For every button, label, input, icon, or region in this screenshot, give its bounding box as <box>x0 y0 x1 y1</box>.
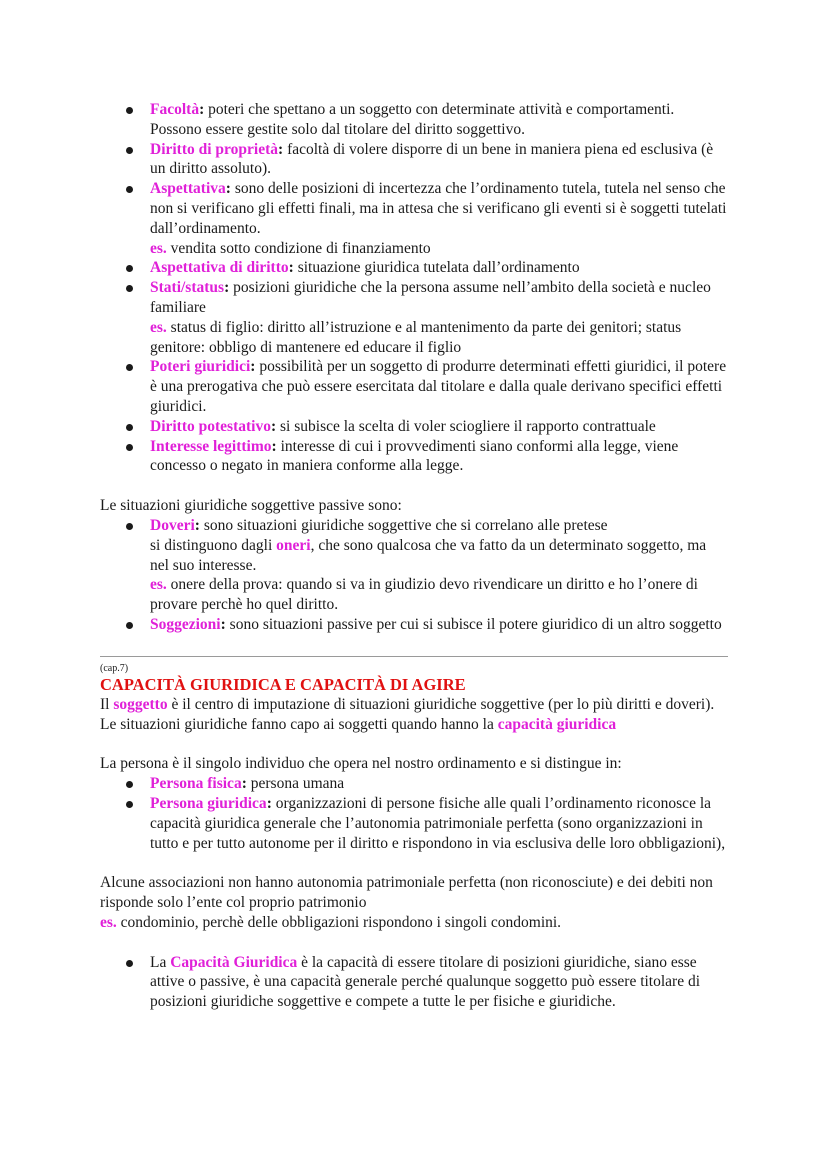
document-page <box>100 100 728 1012</box>
definition: organizzazioni di persone fisiche alle quali l’ordinamento riconosce la capacità giuridica generale che l’autonomia patrimoniale perfetta (sono organizzazioni in tutto e per tutto autonome per il diritto e rispondono in via esclusiva delle loro obbligazioni), <box>150 794 726 852</box>
term-oneri: oneri <box>276 536 311 554</box>
term: Poteri giuridici <box>150 358 251 376</box>
list-item-poteri-giuridici: Poteri giuridici: possibilità per un soggetto di produrre determinati effetti giuridici, il potere è una prerogativa che può essere esercitata dal titolare e dalla quale derivano specifici effetti giuridici. <box>100 357 728 416</box>
term: Persona giuridica <box>150 794 267 812</box>
list-item-aspettativa: Aspettativa: sono delle posizioni di incertezza che l’ordinamento tutela, tutela nel senso che non si verificano gli effetti finali, ma in attesa che si verificano gli eventi si è soggetti tutelati dall’ordinamento. es. vendita sotto condizione di finanziamento <box>100 179 728 258</box>
term: Aspettativa di diritto <box>150 259 289 277</box>
definition: situazione giuridica tutelata dall’ordinamento <box>293 259 580 277</box>
list-item-stati-status: Stati/status: posizioni giuridiche che la persona assume nell’ambito della società e nucleo familiare es. status di figlio: diritto all’istruzione e al mantenimento da parte dei genitori; status genitore: obbligo di mantenere ed educare il figlio <box>100 278 728 357</box>
passive-intro: Le situazioni giuridiche soggettive passive sono: <box>100 497 402 515</box>
example-label: es. <box>150 239 167 257</box>
associazioni-paragraph: Alcune associazioni non hanno autonomia patrimoniale perfetta (non riconosciute) e dei debiti non risponde solo l’ente col proprio patrimonio <box>100 874 713 912</box>
term: Facoltà <box>150 101 200 118</box>
example-text: vendita sotto condizione di finanziamento <box>166 239 431 257</box>
list-item-persona-giuridica: Persona giuridica: organizzazioni di persone fisiche alle quali l’ordinamento riconosce la capacità giuridica generale che l’autonomia patrimoniale perfetta (sono organizzazioni in tutto e per tutto autonome per il diritto e rispondono in via esclusiva delle loro obbligazioni), <box>100 794 728 853</box>
list-item-soggezioni: Soggezioni: sono situazioni passive per cui si subisce il potere giuridico di un altro soggetto <box>100 615 728 635</box>
term: Soggezioni <box>150 615 221 633</box>
list-item-diritto-proprieta: Diritto di proprietà: facoltà di volere disporre di un bene in maniera piena ed esclusiva (è un diritto assoluto). <box>100 140 728 180</box>
example-text: condominio, perchè delle obbligazioni rispondono i singoli condomini. <box>116 913 562 931</box>
term: Persona fisica <box>150 775 242 793</box>
definition: facoltà di volere disporre di un bene in maniera piena ed esclusiva (è un diritto assoluto). <box>150 140 714 178</box>
term: Aspettativa <box>150 180 226 198</box>
list-item-facolta: Facoltà: poteri che spettano a un soggetto con determinate attività e comportamenti. Possono essere gestite solo dal titolare del diritto soggettivo. <box>100 100 728 140</box>
chapter-label: (cap.7) <box>100 662 129 674</box>
persona-list <box>100 774 728 853</box>
definition: sono situazioni passive per cui si subisce il potere giuridico di un altro soggetto <box>225 615 722 633</box>
example-line <box>150 575 728 615</box>
definition: sono delle posizioni di incertezza che l’ordinamento tutela, tutela nel senso che non si verificano gli effetti finali, ma in attesa che si verificano gli eventi si è soggetti tutelati dall’ordinamento. <box>150 180 727 237</box>
passive-situations-list <box>100 516 728 635</box>
term-capacita-giuridica: Capacità Giuridica <box>170 953 298 971</box>
term-soggetto: soggetto <box>113 695 168 713</box>
example-label: es. <box>150 318 167 336</box>
continuation-line: si distinguono dagli oneri, che sono qualcosa che va fatto da un determinato soggetto, ma nel suo interesse. <box>150 536 707 574</box>
term: Diritto potestativo <box>150 417 271 435</box>
example-text: status di figlio: diritto all’istruzione e al mantenimento da parte dei genitori; status genitore: obbligo di mantenere ed educare il figlio <box>150 318 682 356</box>
section-divider <box>100 656 728 657</box>
example-line <box>150 239 728 259</box>
list-item-doveri: Doveri: sono situazioni giuridiche soggettive che si correlano alle pretese si distinguono dagli oneri, che sono qualcosa che va fatto da un determinato soggetto, ma nel suo interesse. es. onere della prova: quando si va in giudizio devo rivendicare un diritto e ho l’onere di provare perchè ho quel diritto. <box>100 516 728 615</box>
definition: possibilità per un soggetto di produrre determinati effetti giuridici, il potere è una prerogativa che può essere esercitata dal titolare e dalla quale derivano specifici effetti giuridici. <box>150 358 727 415</box>
chapter-title: CAPACITÀ GIURIDICA E CAPACITÀ DI AGIRE <box>100 674 466 694</box>
list-item-interesse-legittimo: Interesse legittimo: interesse di cui i provvedimenti siano conformi alla legge, viene concesso o negato in maniera conforme alla legge. <box>100 437 728 477</box>
associazioni-example <box>100 913 728 933</box>
list-item-diritto-potestativo: Diritto potestativo: si subisce la scelta di voler sciogliere il rapporto contrattuale <box>100 417 728 437</box>
soggetto-paragraph: Il soggetto è il centro di imputazione di situazioni giuridiche soggettive (per lo più diritti e doveri). Le situazioni giuridiche fanno capo ai soggetti quando hanno la capacità giuridica <box>100 695 715 733</box>
persona-intro: La persona è il singolo individuo che opera nel nostro ordinamento e si distingue in: <box>100 755 622 773</box>
capacita-list <box>100 953 728 1012</box>
term-capacita-giuridica: capacità giuridica <box>497 715 617 733</box>
term: Doveri <box>150 516 195 534</box>
example-line <box>150 318 728 358</box>
definition: sono situazioni giuridiche soggettive che si correlano alle pretese <box>199 516 608 534</box>
example-label: es. <box>100 913 117 931</box>
definition: persona umana <box>246 775 345 793</box>
term: Diritto di proprietà <box>150 140 279 158</box>
term: Stati/status <box>150 279 225 297</box>
definition: posizioni giuridiche che la persona assume nell’ambito della società e nucleo familiare <box>150 279 711 316</box>
example-label: es. <box>150 576 167 594</box>
list-item-aspettativa-diritto: Aspettativa di diritto: situazione giuridica tutelata dall’ordinamento <box>100 258 728 278</box>
active-situations-list <box>100 100 728 476</box>
term: Interesse legittimo <box>150 437 272 455</box>
definition: si subisce la scelta di voler sciogliere il rapporto contrattuale <box>276 417 656 435</box>
list-item-persona-fisica: Persona fisica: persona umana <box>100 774 728 794</box>
definition: interesse di cui i provvedimenti siano conformi alla legge, viene concesso o negato in maniera conforme alla legge. <box>150 437 679 475</box>
list-item-capacita-giuridica: La Capacità Giuridica è la capacità di essere titolare di posizioni giuridiche, siano esse attive o passive, è una capacità generale perché qualunque soggetto può essere titolare di posizioni giuridiche soggettive e compete a tutte le per fisiche e giuridiche. <box>100 953 728 1012</box>
definition: poteri che spettano a un soggetto con determinate attività e comportamenti. Possono essere gestite solo dal titolare del diritto soggettivo. <box>150 101 675 138</box>
example-text: onere della prova: quando si va in giudizio devo rivendicare un diritto e ho l’onere di provare perchè ho quel diritto. <box>150 576 698 614</box>
